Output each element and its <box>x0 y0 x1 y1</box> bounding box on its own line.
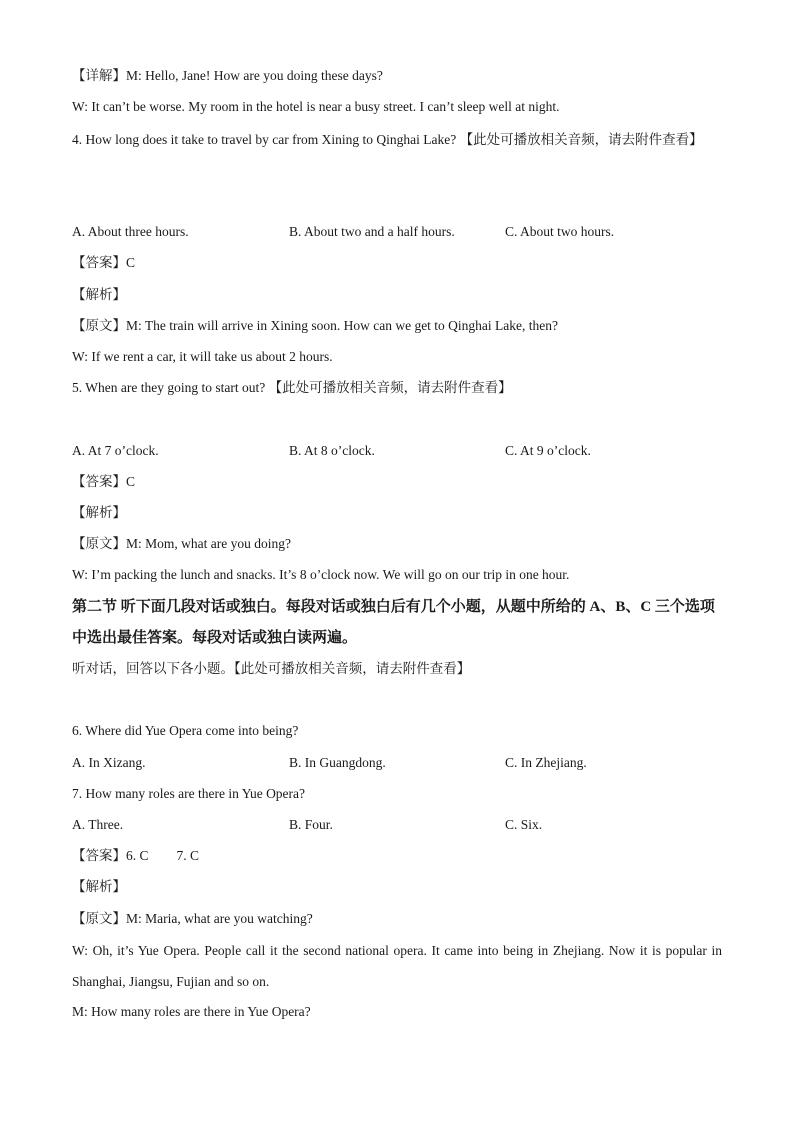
q6-option-c: C. In Zhejiang. <box>505 755 587 770</box>
q7-option-c: C. Six. <box>505 817 543 832</box>
q5-option-a: A. At 7 o’clock. <box>72 443 159 458</box>
question-5: 5. When are they going to start out? 【此处可播放相关音频，请去附件查看】 <box>72 380 512 395</box>
q4-original-m: 【原文】M: The train will arrive in Xining soon. How can we get to Qinghai Lake, then? <box>72 318 559 333</box>
q5-option-b: B. At 8 o’clock. <box>289 443 375 458</box>
dialogue-line-w: W: It can’t be worse. My room in the hotel is near a busy street. I can’t sleep well at night. <box>72 99 560 114</box>
q6-option-a: A. In Xizang. <box>72 755 146 770</box>
q7-answer: 7. C <box>176 848 200 863</box>
q6-q7-original-m: 【原文】M: Maria, what are you watching? <box>72 911 313 926</box>
q5-original-m: 【原文】M: Mom, what are you doing? <box>72 536 291 551</box>
q6-q7-original-m2: M: How many roles are there in Yue Opera? <box>72 1004 311 1019</box>
q7-option-b: B. Four. <box>289 817 333 832</box>
q6-q7-original-w: W: Oh, it’s Yue Opera. People call it the second national opera. It came into being in Zhejiang. Now it is popular in Shanghai, Jiangsu, Fujian and so on. <box>72 943 722 989</box>
q4-answer: 【答案】C <box>72 255 136 270</box>
q4-option-b: B. About two and a half hours. <box>289 224 455 239</box>
q4-analysis: 【解析】 <box>72 287 126 302</box>
q5-analysis: 【解析】 <box>72 505 126 520</box>
q6-q7-answers <box>72 847 199 865</box>
section-2-heading: 第二节 听下面几段对话或独白。每段对话或独白后有几个小题，从题中所给的 A、B、C 三个选项中选出最佳答案。每段对话或独白读两遍。 <box>72 599 715 646</box>
q6-option-b: B. In Guangdong. <box>289 755 386 770</box>
dialogue-line-m: 【详解】M: Hello, Jane! How are you doing these days? <box>72 68 383 83</box>
q7-option-a: A. Three. <box>72 817 124 832</box>
q5-answer: 【答案】C <box>72 474 136 489</box>
q6-answer: 【答案】6. C <box>72 848 149 863</box>
q5-original-w: W: I’m packing the lunch and snacks. It’s 8 o’clock now. We will go on our trip in one hour. <box>72 567 570 582</box>
question-7: 7. How many roles are there in Yue Opera? <box>72 786 306 801</box>
question-6: 6. Where did Yue Opera come into being? <box>72 723 299 738</box>
question-4: 4. How long does it take to travel by car from Xining to Qinghai Lake? 【此处可播放相关音频，请去附件查看】 <box>72 132 703 147</box>
q4-original-w: W: If we rent a car, it will take us about 2 hours. <box>72 349 333 364</box>
q4-option-a: A. About three hours. <box>72 224 189 239</box>
listening-instruction: 听对话，回答以下各小题。【此处可播放相关音频，请去附件查看】 <box>72 661 471 676</box>
q6-q7-analysis: 【解析】 <box>72 879 126 894</box>
q5-option-c: C. At 9 o’clock. <box>505 443 591 458</box>
q4-option-c: C. About two hours. <box>505 224 615 239</box>
